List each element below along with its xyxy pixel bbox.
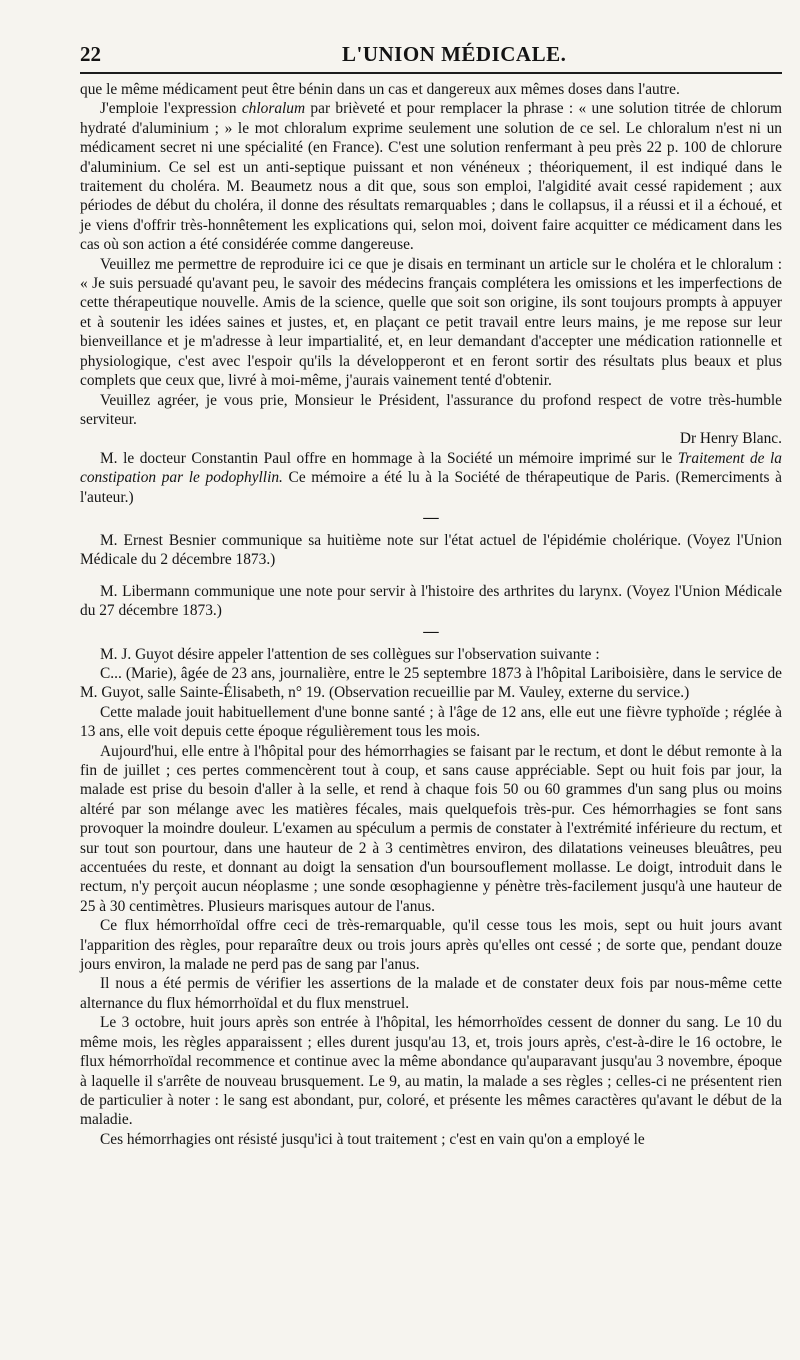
text-run: Ce mémoire a été lu à la Société de thérapeutique de Paris. (Remerciments à l'auteur.) <box>80 469 782 506</box>
page-number: 22 <box>80 42 101 66</box>
paragraph-course: Le 3 octobre, huit jours après son entrée à l'hôpital, les hémorrhoïdes cessent de donner du sang. Le 10 du même mois, les règles apparaissent ; elles durent jusqu'au 13, et, trois jours après, c'est-à-dire le 16 octobre, le flux hémorrhoïdal recommence et continue avec la même abondance qu'auparavant jusqu'au 3 novembre, époque à laquelle il s'arrête de nouveau brusquement. Le 9, au matin, la malade a ses règles ; celles-ci ne présentent rien de particulier à noter : le sang est abondant, pur, coloré, et présente les mêmes caractères qu'avant le début de la maladie. <box>80 1014 782 1129</box>
memoir-title: Traitement de la constipation par le podophyllin. <box>80 449 782 487</box>
paragraph-verification: Il nous a été permis de vérifier les assertions de la malade et de constater deux fois par nous-même cette alternance du flux hémorrhoïdal et du flux menstruel. <box>80 975 782 1012</box>
section-separator: — <box>423 508 439 526</box>
signature: Dr Henry Blanc. <box>679 430 782 448</box>
paragraph-constantin-paul <box>80 449 782 507</box>
section-separator: — <box>423 622 439 640</box>
page-header <box>80 26 782 74</box>
paragraph-observation-header: C... (Marie), âgée de 23 ans, journalière, entre le 25 septembre 1873 à l'hôpital Lariboisière, dans le service de M. Guyot, salle Sainte-Élisabeth, n° 19. (Observation recueillie par M. Vauley, externe du service.) <box>80 664 782 702</box>
paragraph-besnier: M. Ernest Besnier communique sa huitième note sur l'état actuel de l'épidémie cholérique. (Voyez l'Union Médicale du 2 décembre 1873.) <box>80 531 782 569</box>
paragraph-treatment: Ces hémorrhagies ont résisté jusqu'ici à tout traitement ; c'est en vain qu'on a employé le <box>100 1130 645 1148</box>
paragraph-examination: Aujourd'hui, elle entre à l'hôpital pour des hémorrhagies se faisant par le rectum, et dont le début remonte à la fin de juillet ; ces pertes commencèrent tout à coup, et sans cause appréciable. Sept ou huit fois par jour, la malade est prise du besoin d'aller à la selle, et rend à chaque fois 50 ou 60 grammes d'un sang plus ou moins altéré par son mélange avec les matières fécales, mais quelquefois très-pur. Ces hémorrhagies se font sans provoquer la moindre douleur. L'examen au spéculum a permis de constater à l'extrémité inférieure du rectum, et sur tout son pourtour, dans une hauteur de 2 à 3 centimètres environ, des dilatations veineuses bleuâtres, peu accentuées du reste, et donnant au doigt la sensation d'un boursouflement mollasse. Le doigt, introduit dans le rectum, n'y perçoit aucun néoplasme ; une sonde œsophagienne y pénètre très-facilement jusqu'à une hauteur de 25 à 30 centimètres. Plusieurs marisques autour de l'anus. <box>80 742 782 915</box>
paragraph-flux: Ce flux hémorrhoïdal offre ceci de très-remarquable, qu'il cesse tous les mois, sept ou huit jours avant l'apparition des règles, pour reparaître deux ou trois jours après qu'elles ont cessé ; de sorte que, pendant douze jours environ, la malade ne perd pas de sang par l'anus. <box>80 917 782 974</box>
journal-page <box>80 26 800 1360</box>
paragraph-chloralum-definition <box>80 99 782 254</box>
paragraph-history: Cette malade jouit habituellement d'une bonne santé ; à l'âge de 12 ans, elle eut une fièvre typhoïde ; réglée à 13 ans, elle voit depuis cette époque régulièrement tous les mois. <box>80 703 782 741</box>
text-run: J'emploie l'expression <box>100 100 242 118</box>
article-body <box>80 80 782 1149</box>
paragraph-continued: que le même médicament peut être bénin dans un cas et dangereux aux mêmes doses dans l'autre. <box>80 81 680 98</box>
spacer <box>80 570 782 582</box>
text-run: M. le docteur Constantin Paul offre en hommage à la Société un mémoire imprimé sur le <box>100 449 678 467</box>
paragraph-closing: Veuillez agréer, je vous prie, Monsieur le Président, l'assurance du profond respect de votre très-humble serviteur. <box>80 391 782 428</box>
running-head: L'UNION MÉDICALE. <box>342 42 567 66</box>
paragraph-libermann: M. Libermann communique une note pour servir à l'histoire des arthrites du larynx. (Voyez l'Union Médicale du 27 décembre 1873.) <box>80 582 782 620</box>
text-run: par brièveté et pour remplacer la phrase : « une solution titrée de chlorum hydraté d'aluminium ; » le mot chloralum exprime seulement une solution de ce sel. Le chloralum n'est ni un médicament secret ni une spécialité (en France). C'est une solution renfermant à peu près 22 p. 100 de chlorure d'aluminium. Ce sel est un anti-septique puissant et non vénéneux ; théoriquement, il est indiqué dans le traitement du choléra. M. Beaumetz nous a dit que, sous son emploi, l'algidité avait cessé rapidement ; aux périodes de début du choléra, il donne des résultats remarquables ; dans le collapsus, il a réussi et il a échoué, et je viens d'offrir très-honnêtement les explications qui, selon moi, doivent faire acquitter ce médicament dans les cas où son action a été considérée comme dangereuse. <box>80 100 782 254</box>
term-chloralum: chloralum <box>241 100 306 118</box>
paragraph-guyot: M. J. Guyot désire appeler l'attention de ses collègues sur l'observation suivante : <box>100 645 600 663</box>
paragraph-quotation: Veuillez me permettre de reproduire ici ce que je disais en terminant un article sur le choléra et le chloralum : « Je suis persuadé qu'avant peu, le savoir des médecins français complétera les omissions et les imperfections de cette thérapeutique nouvelle. Amis de la science, quelle que soit son origine, ils sont toujours prompts à appuyer et à soutenir les idées saines et justes, et, en plaçant ce petit travail entre leurs mains, je me repose sur leur bienveillance et je m'adresse à leur impartialité, et, en leur demandant d'accepter une médication rationnelle et physiologique, c'est avec l'espoir qu'ils la développeront et en feront sortir des résultats plus beaux et plus complets que ceux que, livré à moi-même, j'aurais vainement tenté d'obtenir. <box>80 255 782 390</box>
